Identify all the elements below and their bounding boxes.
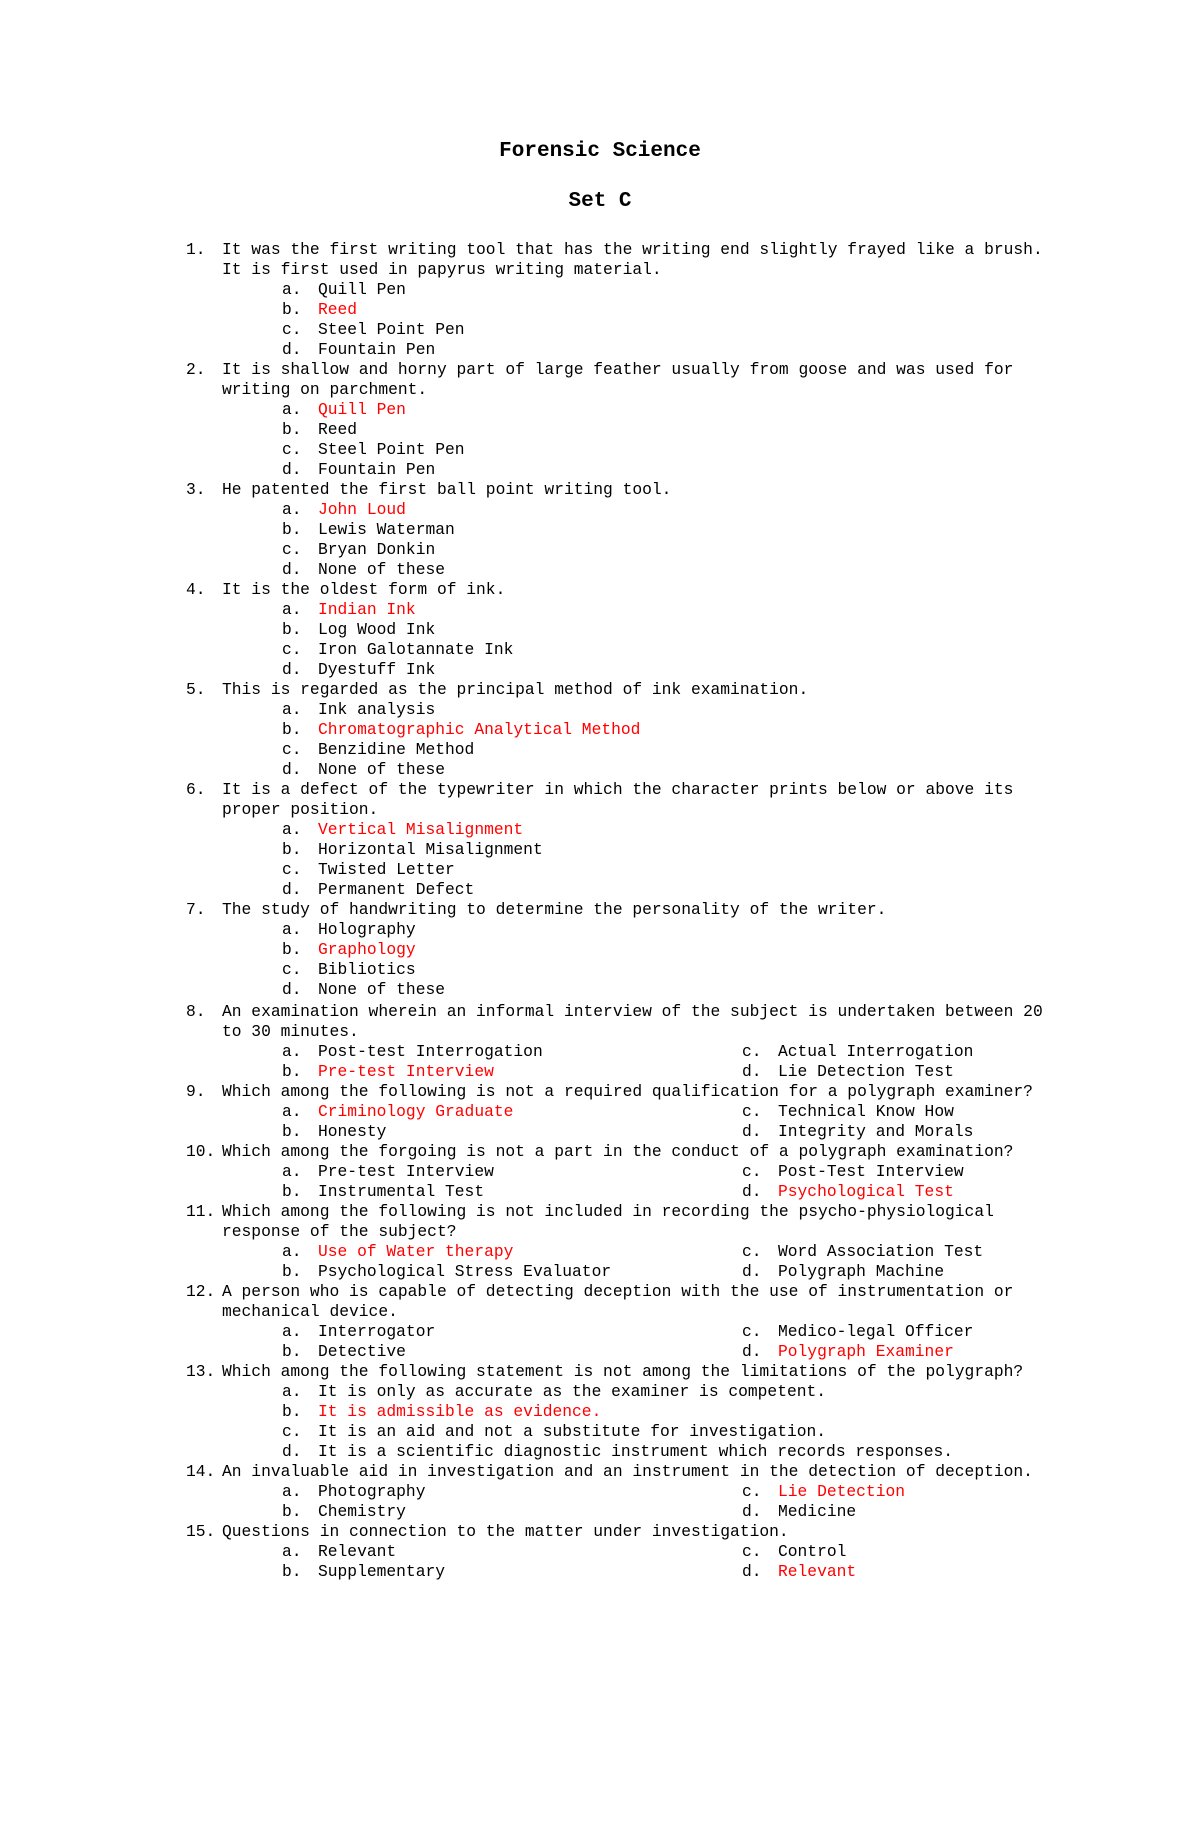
question-list [186,240,1066,1582]
option-text: Honesty [318,1122,387,1141]
correct-answer: Indian Ink [318,600,416,619]
answer-option [282,980,1066,1000]
correct-answer: Use of Water therapy [318,1242,514,1261]
answer-option [282,560,1066,580]
option-text: Iron Galotannate Ink [318,640,514,659]
correct-answer: Relevant [778,1562,857,1581]
answer-option [282,440,1066,460]
option-label: b. [282,1342,302,1361]
option-text: None of these [318,760,446,779]
option-label: d. [282,560,302,579]
option-text: Dyestuff Ink [318,660,436,679]
question-item [186,1002,1066,1082]
option-text: Actual Interrogation [778,1042,974,1061]
question-item [186,1082,1066,1142]
answer-option [282,860,1066,880]
option-text: Photography [318,1482,426,1501]
option-text: Psychological Stress Evaluator [318,1262,612,1281]
option-label: d. [282,880,302,899]
answer-option [742,1122,1066,1142]
answer-options [186,280,1066,360]
answer-option [282,1062,742,1082]
option-label: a. [282,280,302,299]
answer-option [282,1402,1066,1422]
answer-option [742,1322,1066,1342]
answer-options [186,1382,1066,1462]
option-label: b. [282,1502,302,1521]
question-item [186,780,1066,900]
answer-options [186,500,1066,580]
option-text: Fountain Pen [318,340,436,359]
option-text: Instrumental Test [318,1182,485,1201]
option-text: Steel Point Pen [318,440,465,459]
question-number: 5. [186,680,206,699]
answer-option [742,1102,1066,1122]
option-text: Lewis Waterman [318,520,455,539]
option-label: d. [282,1442,302,1461]
answer-options [186,820,1066,900]
question-line [186,780,1066,820]
answer-option [282,1422,1066,1442]
option-label: a. [282,1242,302,1261]
question-number: 11. [186,1202,216,1221]
question-line [186,1202,1066,1242]
answer-option [282,880,1066,900]
answer-option [282,1122,742,1142]
correct-answer: John Loud [318,500,406,519]
option-label: b. [282,1562,302,1581]
option-label: b. [282,420,302,439]
answer-option [742,1182,1066,1202]
answer-option [282,460,1066,480]
option-label: b. [282,1062,302,1081]
option-label: d. [282,760,302,779]
question-number: 12. [186,1282,216,1301]
question-item [186,1142,1066,1202]
option-text: None of these [318,560,446,579]
correct-answer: Polygraph Examiner [778,1342,954,1361]
option-label: c. [742,1482,762,1501]
answer-options [186,1162,1066,1202]
answer-option [282,740,1066,760]
option-label: b. [282,520,302,539]
answer-option [282,920,1066,940]
answer-option [282,340,1066,360]
answer-options [186,1482,1066,1522]
question-item [186,1462,1066,1522]
option-label: b. [282,840,302,859]
option-label: c. [742,1162,762,1181]
question-text: Which among the following statement is not among the limitations of the polygraph? [222,1362,1024,1381]
option-label: c. [282,860,302,879]
option-label: d. [742,1502,762,1521]
option-label: a. [282,1382,302,1401]
option-label: c. [742,1102,762,1121]
correct-answer: Reed [318,300,358,319]
question-line [186,1362,1066,1382]
question-line [186,580,1066,600]
option-text: Pre-test Interview [318,1162,494,1181]
question-text: An invaluable aid in investigation and an instrument in the detection of deception. [222,1462,1033,1481]
option-text: Medicine [778,1502,857,1521]
answer-option [282,520,1066,540]
question-number: 14. [186,1462,216,1481]
question-number: 8. [186,1002,206,1021]
option-text: It is an aid and not a substitute for investigation. [318,1422,827,1441]
option-label: c. [742,1542,762,1561]
question-number: 15. [186,1522,216,1541]
question-item [186,1282,1066,1362]
option-label: a. [282,500,302,519]
question-item [186,480,1066,580]
answer-option [282,1442,1066,1462]
correct-answer: Quill Pen [318,400,406,419]
answer-option [282,1182,742,1202]
answer-options [186,920,1066,1000]
option-text: It is only as accurate as the examiner is competent. [318,1382,827,1401]
answer-options [186,1042,1066,1082]
option-text: Polygraph Machine [778,1262,945,1281]
option-text: Control [778,1542,847,1561]
answer-options [186,700,1066,780]
question-text: It is shallow and horny part of large feather usually from goose and was used for writing on parchment. [222,360,1024,399]
option-label: c. [742,1322,762,1341]
option-label: a. [282,1102,302,1121]
question-item [186,1202,1066,1282]
answer-option [742,1042,1066,1062]
question-number: 9. [186,1082,206,1101]
question-number: 7. [186,900,206,919]
answer-option [282,940,1066,960]
option-label: d. [282,980,302,999]
option-label: c. [742,1042,762,1061]
answer-option [282,280,1066,300]
question-line [186,680,1066,700]
option-label: a. [282,1482,302,1501]
question-line [186,900,1066,920]
answer-option [282,620,1066,640]
option-label: c. [282,640,302,659]
answer-options [186,600,1066,680]
answer-option [282,1382,1066,1402]
option-label: a. [282,700,302,719]
answer-option [282,720,1066,740]
question-text: Which among the following is not included in recording the psycho-physiological response of the subject? [222,1202,1004,1241]
answer-option [282,1042,742,1062]
question-line [186,240,1066,280]
answer-option [742,1162,1066,1182]
option-text: Lie Detection Test [778,1062,954,1081]
answer-option [282,400,1066,420]
correct-answer: It is admissible as evidence. [318,1402,602,1421]
answer-options [186,1542,1066,1582]
option-label: a. [282,820,302,839]
option-text: Post-test Interrogation [318,1042,543,1061]
answer-option [742,1062,1066,1082]
answer-option [282,660,1066,680]
question-text: It was the first writing tool that has the writing end slightly frayed like a brush. It is first used in papyrus writing material. [222,240,1053,279]
question-number: 2. [186,360,206,379]
answer-option [742,1242,1066,1262]
question-line [186,1002,1066,1042]
question-item [186,1362,1066,1462]
option-label: a. [282,1322,302,1341]
answer-option [282,500,1066,520]
question-number: 10. [186,1142,216,1161]
answer-options [186,1242,1066,1282]
answer-option [282,1102,742,1122]
question-text: Which among the forgoing is not a part in the conduct of a polygraph examination? [222,1142,1014,1161]
answer-option [282,1342,742,1362]
question-line [186,1462,1066,1482]
answer-option [282,1502,742,1522]
answer-option [282,1162,742,1182]
question-number: 1. [186,240,206,259]
option-text: Twisted Letter [318,860,455,879]
question-text: A person who is capable of detecting deception with the use of instrumentation or mechanical device. [222,1282,1024,1321]
option-text: Holography [318,920,416,939]
correct-answer: Criminology Graduate [318,1102,514,1121]
correct-answer: Graphology [318,940,416,959]
option-label: a. [282,920,302,939]
answer-options [186,1102,1066,1142]
question-number: 6. [186,780,206,799]
option-text: Bibliotics [318,960,416,979]
option-text: Ink analysis [318,700,436,719]
option-label: d. [742,1122,762,1141]
question-number: 13. [186,1362,216,1381]
option-text: Interrogator [318,1322,436,1341]
option-label: b. [282,300,302,319]
answer-option [282,540,1066,560]
option-text: Integrity and Morals [778,1122,974,1141]
option-label: a. [282,1542,302,1561]
question-text: An examination wherein an informal interview of the subject is undertaken between 20 to 30 minutes. [222,1002,1053,1041]
answer-option [742,1262,1066,1282]
document-title: Forensic Science [499,140,701,163]
answer-option [282,820,1066,840]
option-text: It is a scientific diagnostic instrument which records responses. [318,1442,954,1461]
question-text: Which among the following is not a required qualification for a polygraph examiner? [222,1082,1033,1101]
option-text: Reed [318,420,358,439]
option-text: None of these [318,980,446,999]
option-label: a. [282,1042,302,1061]
option-label: c. [282,1422,302,1441]
answer-option [282,1262,742,1282]
answer-option [742,1342,1066,1362]
option-text: Relevant [318,1542,397,1561]
option-label: c. [742,1242,762,1261]
option-label: b. [282,620,302,639]
option-label: d. [742,1062,762,1081]
answer-option [282,320,1066,340]
answer-option [282,1562,742,1582]
option-text: Post-Test Interview [778,1162,964,1181]
question-line [186,1142,1066,1162]
answer-option [282,960,1066,980]
option-label: d. [742,1182,762,1201]
option-label: b. [282,1122,302,1141]
correct-answer: Vertical Misalignment [318,820,524,839]
answer-option [742,1482,1066,1502]
option-label: b. [282,1402,302,1421]
answer-option [742,1562,1066,1582]
question-text: It is the oldest form of ink. [222,580,506,599]
correct-answer: Pre-test Interview [318,1062,494,1081]
answer-option [742,1542,1066,1562]
answer-option [282,700,1066,720]
question-line [186,1082,1066,1102]
option-label: c. [282,540,302,559]
question-number: 3. [186,480,206,499]
correct-answer: Psychological Test [778,1182,954,1201]
option-label: b. [282,940,302,959]
question-item [186,1522,1066,1582]
option-label: b. [282,720,302,739]
option-text: Fountain Pen [318,460,436,479]
answer-option [282,600,1066,620]
question-text: It is a defect of the typewriter in which the character prints below or above its proper position. [222,780,1024,819]
answer-option [282,1242,742,1262]
answer-option [282,840,1066,860]
option-text: Technical Know How [778,1102,954,1121]
question-item [186,580,1066,680]
option-label: d. [282,660,302,679]
question-text: Questions in connection to the matter under investigation. [222,1522,789,1541]
option-label: d. [742,1342,762,1361]
answer-option [282,420,1066,440]
option-label: c. [282,440,302,459]
option-text: Quill Pen [318,280,406,299]
option-text: Permanent Defect [318,880,475,899]
question-text: The study of handwriting to determine the personality of the writer. [222,900,887,919]
option-text: Supplementary [318,1562,446,1581]
question-item [186,900,1066,1000]
option-text: Chemistry [318,1502,406,1521]
option-label: a. [282,400,302,419]
option-label: c. [282,320,302,339]
document-subtitle: Set C [568,190,632,213]
answer-options [186,1322,1066,1362]
question-line [186,480,1066,500]
option-label: d. [742,1262,762,1281]
option-label: a. [282,1162,302,1181]
question-item [186,360,1066,480]
option-label: d. [742,1562,762,1581]
option-text: Benzidine Method [318,740,475,759]
correct-answer: Lie Detection [778,1482,906,1501]
answer-option [282,1322,742,1342]
option-text: Steel Point Pen [318,320,465,339]
option-text: Medico-legal Officer [778,1322,974,1341]
answer-option [282,760,1066,780]
question-number: 4. [186,580,206,599]
option-label: c. [282,960,302,979]
answer-option [282,640,1066,660]
option-text: Word Association Test [778,1242,984,1261]
question-line [186,360,1066,400]
option-label: d. [282,340,302,359]
option-text: Log Wood Ink [318,620,436,639]
option-label: d. [282,460,302,479]
option-text: Horizontal Misalignment [318,840,543,859]
option-label: b. [282,1182,302,1201]
question-item [186,240,1066,360]
question-text: He patented the first ball point writing tool. [222,480,672,499]
option-label: a. [282,600,302,619]
option-text: Bryan Donkin [318,540,436,559]
answer-options [186,400,1066,480]
option-label: b. [282,1262,302,1281]
question-line [186,1282,1066,1322]
question-item [186,680,1066,780]
option-text: Detective [318,1342,406,1361]
option-label: c. [282,740,302,759]
correct-answer: Chromatographic Analytical Method [318,720,641,739]
answer-option [282,1542,742,1562]
answer-option [282,300,1066,320]
answer-option [282,1482,742,1502]
question-line [186,1522,1066,1542]
question-text: This is regarded as the principal method of ink examination. [222,680,809,699]
answer-option [742,1502,1066,1522]
